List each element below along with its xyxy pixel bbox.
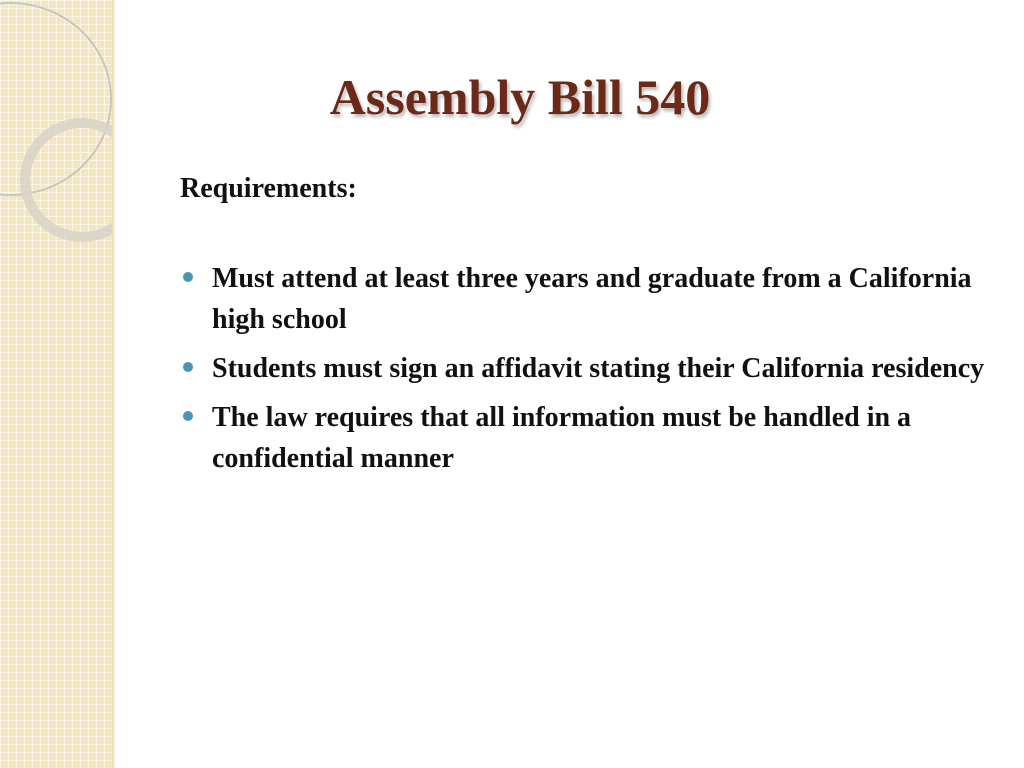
requirements-heading: Requirements:: [180, 173, 357, 204]
circle-bullet-icon: [183, 362, 193, 372]
requirements-list: [180, 258, 1000, 479]
bullet-text: Must attend at least three years and graduate from a California high school: [212, 263, 972, 335]
bullet-text: Students must sign an affidavit stating their California residency: [212, 353, 985, 384]
list-item: [180, 258, 1000, 340]
sidebar-edge: [112, 0, 116, 768]
list-item: [180, 397, 1000, 479]
circle-bullet-icon: [183, 272, 193, 282]
list-item: [180, 348, 1000, 389]
slide-title: Assembly Bill 540: [329, 69, 711, 125]
decorative-sidebar: [0, 0, 112, 768]
bullet-text: The law requires that all information must be handled in a confidential manner: [212, 402, 912, 474]
circle-bullet-icon: [183, 411, 193, 421]
slide-body: [180, 168, 1000, 487]
